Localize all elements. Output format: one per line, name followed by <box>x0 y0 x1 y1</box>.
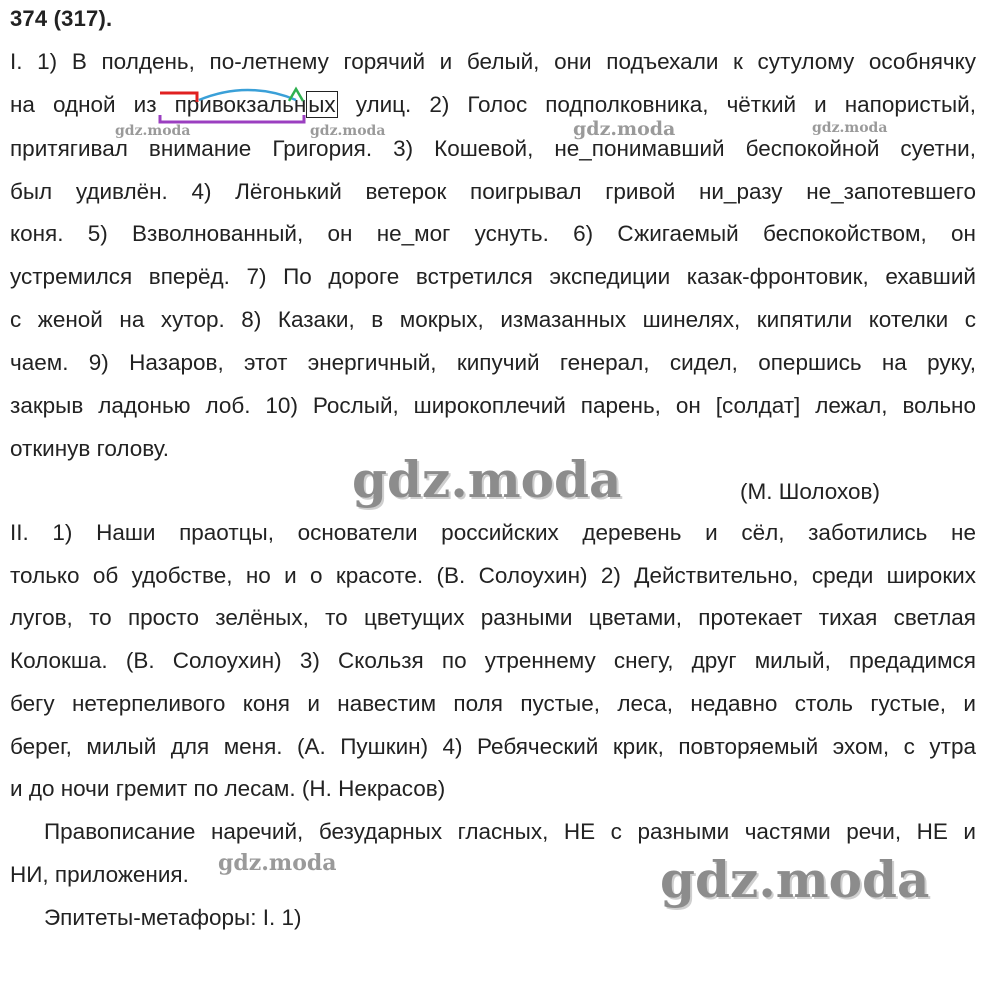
text-line: устремился вперёд. 7) По дороге встретился экспедиции казак-фронтовик, ехавший <box>10 264 976 289</box>
text-line: был удивлён. 4) Лёгонький ветерок поигрывал гривой ни_разу не_запотевшего <box>10 179 976 204</box>
ending-box: ых <box>308 92 336 117</box>
spelling-note: Правописание наречий, безударных гласных, НЕ с разными частями речи, НЕ и <box>44 819 976 844</box>
author-attribution: (М. Шолохов) <box>740 479 880 504</box>
text-line: только об удобстве, но и о красоте. (В. Солоухин) 2) Действительно, среди широких <box>10 563 976 588</box>
spelling-note-cont: НИ, приложения. <box>10 862 189 887</box>
text-line: лугов, то просто зелёных, то цветущих разными цветами, протекает тихая светлая <box>10 605 976 630</box>
text-line: бегу нетерпеливого коня и навестим поля пустые, леса, недавно столь густые, и <box>10 691 976 716</box>
watermark: gdz.moda <box>812 120 888 136</box>
watermark: gdz.moda <box>352 450 622 509</box>
text-line: с женой на хутор. 8) Казаки, в мокрых, измазанных шинелях, кипятили котелки с <box>10 307 976 332</box>
watermark: gdz.moda <box>115 123 191 139</box>
text-fragment: улиц. 2) Голос подполковника, чёткий и напористый, <box>337 92 976 117</box>
watermark: gdz.moda <box>218 850 337 876</box>
text-line: I. 1) В полдень, по-летнему горячий и белый, они подъехали к сутулому особнячку <box>10 49 976 74</box>
text-line: и до ночи гремит по лесам. (Н. Некрасов) <box>10 776 446 801</box>
prefix-fragment: при <box>174 92 212 117</box>
text-fragment: на одной из <box>10 92 175 117</box>
text-line: притягивал внимание Григория. 3) Кошевой, не_понимавший беспокойной суетни, <box>10 136 976 161</box>
epithets-note: Эпитеты-метафоры: I. 1) <box>44 905 302 930</box>
exercise-number: 374 (317). <box>10 6 113 31</box>
text-line: Колокша. (В. Солоухин) 3) Скользя по утреннему снегу, друг милый, предадимся <box>10 648 976 673</box>
watermark: gdz.moda <box>310 123 386 139</box>
watermark: gdz.moda <box>573 118 676 140</box>
text-line-morpheme <box>10 90 976 120</box>
text-line: II. 1) Наши праотцы, основатели российских деревень и сёл, заботились не <box>10 520 976 545</box>
watermark: gdz.moda <box>660 850 930 909</box>
text-line: закрыв ладонью лоб. 10) Рослый, широкоплечий парень, он [солдат] лежал, вольно <box>10 393 976 418</box>
root-fragment: вокзальн <box>211 92 307 117</box>
text-line: берег, милый для меня. (А. Пушкин) 4) Ребяческий крик, повторяемый эхом, с утра <box>10 734 976 759</box>
text-line: откинув голову. <box>10 436 169 461</box>
text-line: чаем. 9) Назаров, этот энергичный, кипучий генерал, сидел, опершись на руку, <box>10 350 976 375</box>
text-line: коня. 5) Взволнованный, он не_мог уснуть. 6) Сжигаемый беспокойством, он <box>10 221 976 246</box>
